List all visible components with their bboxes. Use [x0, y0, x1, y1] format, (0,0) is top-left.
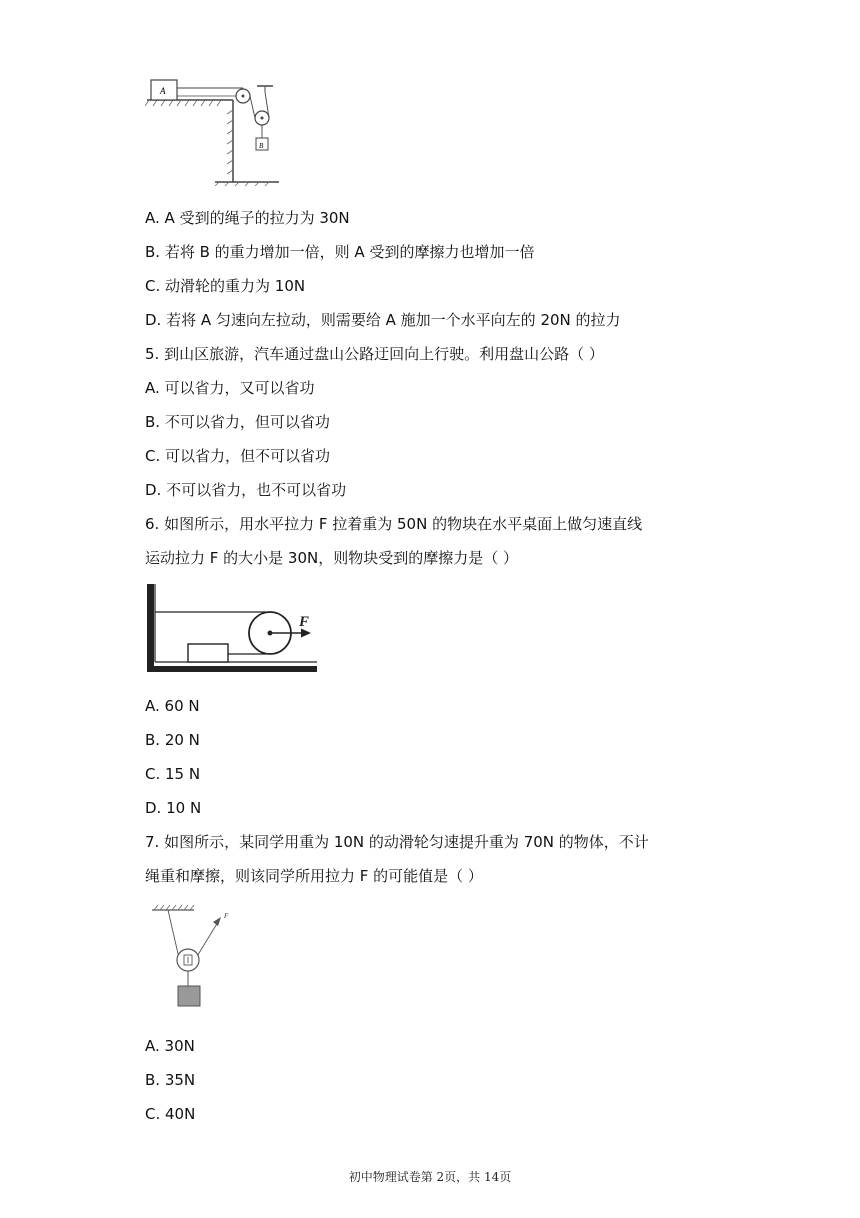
q7-option-a: A. 30N [145, 1037, 195, 1055]
q7-stem-line-2: 绳重和摩擦，则该同学所用拉力 F 的可能值是（ ） [145, 867, 483, 885]
q6-option-d: D. 10 N [145, 799, 202, 817]
block-a-label: A [160, 86, 166, 96]
q6-stem-line-1: 6. 如图所示，用水平拉力 F 拉着重为 50N 的物块在水平桌面上做匀速直线 [145, 515, 643, 533]
q4-option-d: D. 若将 A 匀速向左拉动，则需要给 A 施加一个水平向左的 20N 的拉力 [145, 311, 621, 329]
force-f-label: F [299, 614, 310, 630]
force-f-label-2: F [224, 912, 229, 920]
q5-stem: 5. 到山区旅游，汽车通过盘山公路迂回向上行驶。利用盘山公路（ ） [145, 345, 604, 363]
figure-pulley-block-a-b [145, 78, 285, 188]
figure-wall-block-pulley-f [144, 582, 320, 676]
q5-option-b: B. 不可以省力，但可以省功 [145, 413, 330, 431]
q6-option-b: B. 20 N [145, 731, 200, 749]
q7-option-c: C. 40N [145, 1105, 196, 1123]
q6-option-c: C. 15 N [145, 765, 201, 783]
q6-option-a: A. 60 N [145, 697, 200, 715]
q4-option-b: B. 若将 B 的重力增加一倍，则 A 受到的摩擦力也增加一倍 [145, 243, 535, 261]
q7-option-b: B. 35N [145, 1071, 196, 1089]
q7-stem-line-1: 7. 如图所示，某同学用重为 10N 的动滑轮匀速提升重为 70N 的物体，不计 [145, 833, 649, 851]
q5-option-d: D. 不可以省力，也不可以省功 [145, 481, 347, 499]
q4-option-a: A. A 受到的绳子的拉力为 30N [145, 209, 350, 227]
q4-option-c: C. 动滑轮的重力为 10N [145, 277, 306, 295]
q6-stem-line-2: 运动拉力 F 的大小是 30N，则物块受到的摩擦力是（ ） [145, 549, 519, 567]
q5-option-a: A. 可以省力，又可以省功 [145, 379, 315, 397]
q5-option-c: C. 可以省力，但不可以省功 [145, 447, 331, 465]
block-b-label: B [259, 142, 264, 150]
figure-movable-pulley [148, 900, 232, 1016]
page-footer: 初中物理试卷第 2页，共 14页 [348, 1170, 512, 1184]
